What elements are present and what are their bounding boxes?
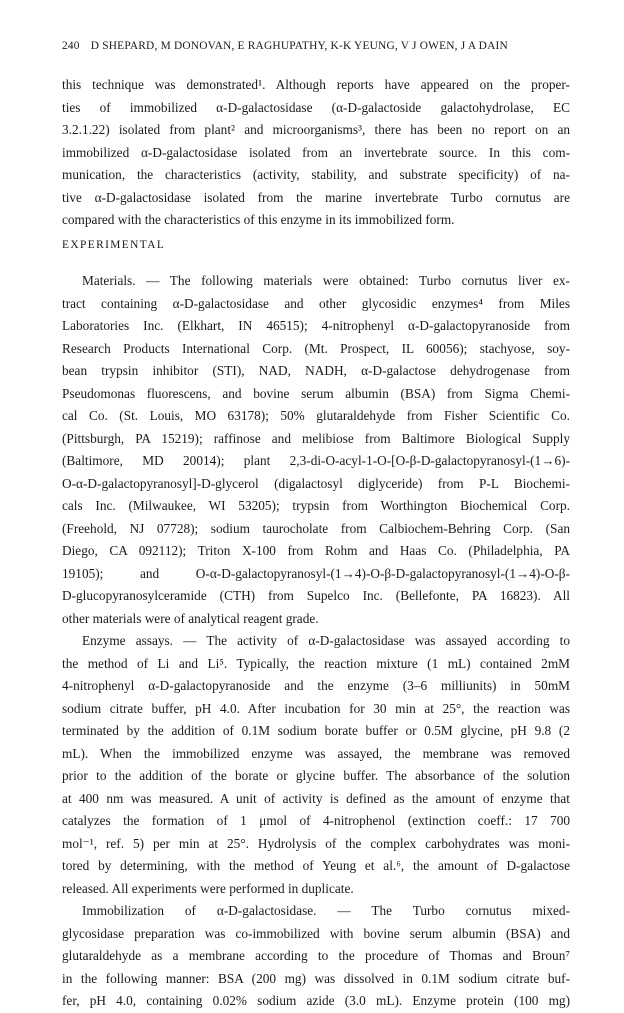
running-head: [62, 40, 582, 52]
text-line: munication, the characteristics (activity, stability, and substrate specificity) of na-: [62, 167, 570, 182]
text-line: the method of Li and Li⁵. Typically, the reaction mixture (1 mL) contained 2mM: [62, 655, 570, 671]
text-line: cal Co. (St. Louis, MO 63178); 50% glutaraldehyde from Fisher Scientific Co.: [62, 408, 570, 423]
text-line: 3.2.1.22) isolated from plant² and microorganisms³, there has been no report on an: [62, 122, 570, 137]
page-number: 240: [62, 40, 80, 52]
text-line: this technique was demonstrated¹. Although reports have appeared on the proper-: [62, 77, 570, 92]
text-line: Enzyme assays. — The activity of α-D-galactosidase was assayed according to: [82, 633, 570, 648]
intro-paragraph: [62, 74, 570, 232]
text-line: bean trypsin inhibitor (STI), NAD, NADH, α-D-galactose dehydrogenase from: [62, 363, 570, 378]
text-line: 19105); and O-α-D-galactopyranosyl-(1→4)-O-β-D-galactopyranosyl-(1→4)-O-β-: [62, 565, 570, 581]
text-line: glycosidase preparation was co-immobilized with bovine serum albumin (BSA) and: [62, 925, 570, 941]
text-line: Diego, CA 092112); Triton X-100 from Rohm and Haas Co. (Philadelphia, PA: [62, 543, 570, 558]
text-line: Research Products International Corp. (Mt. Prospect, IL 60056); stachyose, soy-: [62, 340, 570, 356]
text-line: tive α-D-galactosidase isolated from the marine invertebrate Turbo cornutus are: [62, 189, 570, 205]
text-line: 4-nitrophenyl α-D-galactopyranoside and the enzyme (3–6 milliunits) in 50mM: [62, 678, 570, 693]
text-line: fer, pH 4.0, containing 0.02% sodium azide (3.0 mL). Enzyme protein (100 mg): [62, 993, 570, 1008]
text-line: (Pittsburgh, PA 15219); raffinose and melibiose from Baltimore Biological Supply: [62, 430, 570, 446]
text-line: sodium citrate buffer, pH 4.0. After incubation for 30 min at 25°, the reaction was: [62, 700, 570, 716]
text-line: at 400 nm was measured. A unit of activity is defined as the amount of enzyme that: [62, 790, 570, 806]
text-line: Materials. — The following materials were obtained: Turbo cornutus liver ex-: [82, 273, 570, 288]
text-line: released. All experiments were performed in duplicate.: [62, 880, 354, 896]
text-line: (Baltimore, MD 20014); plant 2,3-di-O-acyl-1-O-[O-β-D-galactopyranosyl-(1→6)-: [62, 453, 570, 468]
text-line: mol⁻¹, ref. 5) per min at 25°. Hydrolysis of the complex carbohydrates was moni-: [62, 835, 570, 851]
text-line: in the following manner: BSA (200 mg) was dissolved in 0.1M sodium citrate buf-: [62, 970, 570, 986]
text-line: Pseudomonas fluorescens, and bovine serum albumin (BSA) from Sigma Chemi-: [62, 385, 570, 401]
text-line: (Freehold, NJ 07728); sodium taurocholate from Calbiochem-Behring Corp. (San: [62, 520, 570, 536]
text-line: catalyzes the formation of 1 μmol of 4-nitrophenol (extinction coeff.: 17 700: [62, 813, 570, 828]
text-line: Laboratories Inc. (Elkhart, IN 46515); 4-nitrophenyl α-D-galactopyranoside from: [62, 318, 570, 333]
text-line: glutaraldehyde as a membrane according to the procedure of Thomas and Broun⁷: [62, 948, 570, 963]
text-line: immobilized α-D-galactosidase isolated from an invertebrate source. In this com-: [62, 144, 570, 160]
text-line: O-α-D-galactopyranosyl]-D-glycerol (digalactosyl diglyceride) from P-L Biochemi-: [62, 475, 570, 491]
text-line: tored by determining, with the method of Yeung et al.⁶, the amount of D-galactose: [62, 858, 570, 873]
section-heading: EXPERIMENTAL: [62, 239, 166, 251]
text-line: tract containing α-D-galactosidase and other glycosidic enzymes⁴ from Miles: [62, 295, 570, 311]
text-line: D-glucopyranosylceramide (CTH) from Supelco Inc. (Bellefonte, PA 16823). All: [62, 588, 570, 603]
experimental-section: [62, 270, 570, 1013]
text-line: other materials were of analytical reagent grade.: [62, 610, 319, 626]
author-list: D SHEPARD, M DONOVAN, E RAGHUPATHY, K-K YEUNG, V J OWEN, J A DAIN: [90, 40, 508, 52]
text-line: Immobilization of α-D-galactosidase. — The Turbo cornutus mixed-: [82, 903, 570, 918]
text-line: compared with the characteristics of this enzyme in its immobilized form.: [62, 212, 455, 227]
text-line: mL). When the immobilized enzyme was assayed, the membrane was removed: [62, 745, 570, 761]
text-line: terminated by the addition of 0.1M sodium borate buffer or 0.5M glycine, pH 9.8 (2: [62, 723, 570, 738]
text-line: ties of immobilized α-D-galactosidase (α-D-galactoside galactohydrolase, EC: [62, 99, 570, 115]
text-line: cals Inc. (Milwaukee, WI 53205); trypsin from Worthington Biochemical Corp.: [62, 498, 570, 513]
text-line: prior to the addition of the borate or glycine buffer. The absorbance of the solution: [62, 768, 570, 783]
